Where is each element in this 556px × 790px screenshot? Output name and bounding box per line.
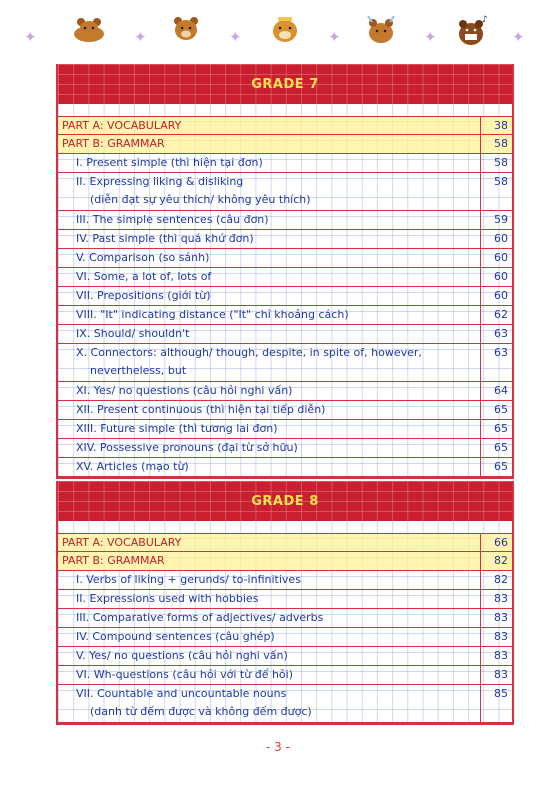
page-number: 83 [480, 628, 512, 646]
toc-row[interactable] [58, 685, 512, 723]
part-label: PART A: VOCABULARY [58, 117, 480, 134]
toc-row[interactable] [58, 571, 512, 590]
toc-entry: XI. Yes/ no questions (câu hỏi nghi vấn) [76, 384, 293, 397]
page-number: 65 [480, 439, 512, 457]
bear-icon [72, 14, 106, 44]
toc-row[interactable] [58, 401, 512, 420]
page-number: 65 [480, 420, 512, 438]
toc-row[interactable] [58, 590, 512, 609]
page-number: 58 [480, 135, 512, 153]
toc-entry: VII. Prepositions (giới từ) [76, 289, 211, 302]
bear-icon [268, 14, 302, 48]
grade8-part-b-row[interactable] [58, 552, 512, 571]
part-label: PART B: GRAMMAR [58, 552, 480, 570]
grade7-toc [56, 64, 514, 479]
page-number: 58 [480, 173, 512, 210]
toc-row[interactable] [58, 628, 512, 647]
toc-entry: II. Expressions used with hobbies [76, 592, 259, 605]
toc-entry: IV. Compound sentences (câu ghép) [76, 630, 275, 643]
page-number: 65 [480, 458, 512, 476]
toc-entry: VI. Some, a lot of, lots of [76, 270, 212, 283]
page-number: 59 [480, 211, 512, 229]
page-footer-number: - 3 - [266, 740, 290, 754]
toc-row[interactable] [58, 344, 512, 382]
grade7-header [58, 64, 512, 104]
toc-entry: VIII. "It" indicating distance ("It" chỉ khoảng cách) [76, 308, 349, 321]
grade8-part-a-row[interactable] [58, 533, 512, 552]
toc-entry: XII. Present continuous (thì hiện tại tiếp diễn) [76, 403, 326, 416]
toc-entry: V. Comparison (so sánh) [76, 251, 210, 264]
page-number: 60 [480, 249, 512, 267]
toc-row[interactable] [58, 287, 512, 306]
toc-row[interactable] [58, 268, 512, 287]
bear-icon [364, 14, 398, 48]
page-number: 63 [480, 344, 512, 381]
toc-row[interactable] [58, 211, 512, 230]
toc-row[interactable] [58, 173, 512, 211]
toc-entry: VI. Wh-questions (câu hỏi với từ để hỏi) [76, 668, 294, 681]
page-number: 82 [480, 552, 512, 570]
page-number: 58 [480, 154, 512, 172]
page-number: 60 [480, 230, 512, 248]
page-number: 60 [480, 268, 512, 286]
toc-entry: XV. Articles (mạo từ) [76, 460, 189, 473]
star-icon: ✦ [424, 28, 437, 46]
page-number: 66 [480, 534, 512, 551]
star-icon: ✦ [134, 28, 147, 46]
page-number: 38 [480, 117, 512, 134]
grade8-header [58, 481, 512, 521]
toc-entry: II. Expressing liking & disliking [76, 175, 244, 188]
page-number: 83 [480, 590, 512, 608]
toc-entry-line2: (diễn đạt sự yêu thích/ không yêu thích) [90, 193, 311, 206]
toc-entry: VII. Countable and uncountable nouns [76, 687, 287, 700]
part-label: PART A: VOCABULARY [58, 534, 480, 551]
page-number: 82 [480, 571, 512, 589]
bear-icon [169, 14, 203, 48]
toc-row[interactable] [58, 458, 512, 477]
toc-row[interactable] [58, 325, 512, 344]
toc-entry: III. The simple sentences (câu đơn) [76, 213, 269, 226]
star-icon: ✦ [328, 28, 341, 46]
toc-entry-line2: (danh từ đếm được và không đếm được) [90, 705, 312, 718]
page-number: 60 [480, 287, 512, 305]
grade8-title: GRADE 8 [251, 493, 319, 509]
star-icon: ✦ [512, 28, 525, 46]
page-number: 83 [480, 609, 512, 627]
toc-row[interactable] [58, 420, 512, 439]
page-number: 83 [480, 647, 512, 665]
svg-text:♪: ♪ [482, 15, 488, 25]
page-number: 64 [480, 382, 512, 400]
toc-row[interactable] [58, 439, 512, 458]
page-number: 85 [480, 685, 512, 722]
toc-row[interactable] [58, 249, 512, 268]
toc-row[interactable] [58, 609, 512, 628]
star-icon: ✦ [24, 28, 37, 46]
toc-entry: XIV. Possessive pronouns (đại từ sở hữu) [76, 441, 298, 454]
page-number: 62 [480, 306, 512, 324]
grade8-toc [56, 481, 514, 725]
bear-icon [454, 14, 490, 50]
toc-entry: I. Present simple (thì hiện tại đơn) [76, 156, 263, 169]
star-icon: ✦ [229, 28, 242, 46]
toc-entry: XIII. Future simple (thì tương lai đơn) [76, 422, 278, 435]
toc-entry: I. Verbs of liking + gerunds/ to-infinitives [76, 573, 301, 586]
toc-entry: IV. Past simple (thì quá khứ đơn) [76, 232, 254, 245]
toc-row[interactable] [58, 154, 512, 173]
toc-row[interactable] [58, 647, 512, 666]
toc-row[interactable] [58, 382, 512, 401]
toc-entry: X. Connectors: although/ though, despite, in spite of, however, [76, 346, 422, 359]
toc-entry: V. Yes/ no questions (câu hỏi nghi vấn) [76, 649, 288, 662]
toc-row[interactable] [58, 666, 512, 685]
page-number: 83 [480, 666, 512, 684]
toc-row[interactable] [58, 230, 512, 249]
toc-entry-line2: nevertheless, but [90, 364, 187, 377]
part-label: PART B: GRAMMAR [58, 135, 480, 153]
toc-entry: III. Comparative forms of adjectives/ adverbs [76, 611, 324, 624]
toc-entry: IX. Should/ shouldn't [76, 327, 190, 340]
decorative-header [24, 14, 534, 54]
grade7-part-a-row[interactable] [58, 116, 512, 135]
page-number: 63 [480, 325, 512, 343]
grade7-part-b-row[interactable] [58, 135, 512, 154]
toc-row[interactable] [58, 306, 512, 325]
grade7-title: GRADE 7 [251, 76, 319, 92]
page-number: 65 [480, 401, 512, 419]
